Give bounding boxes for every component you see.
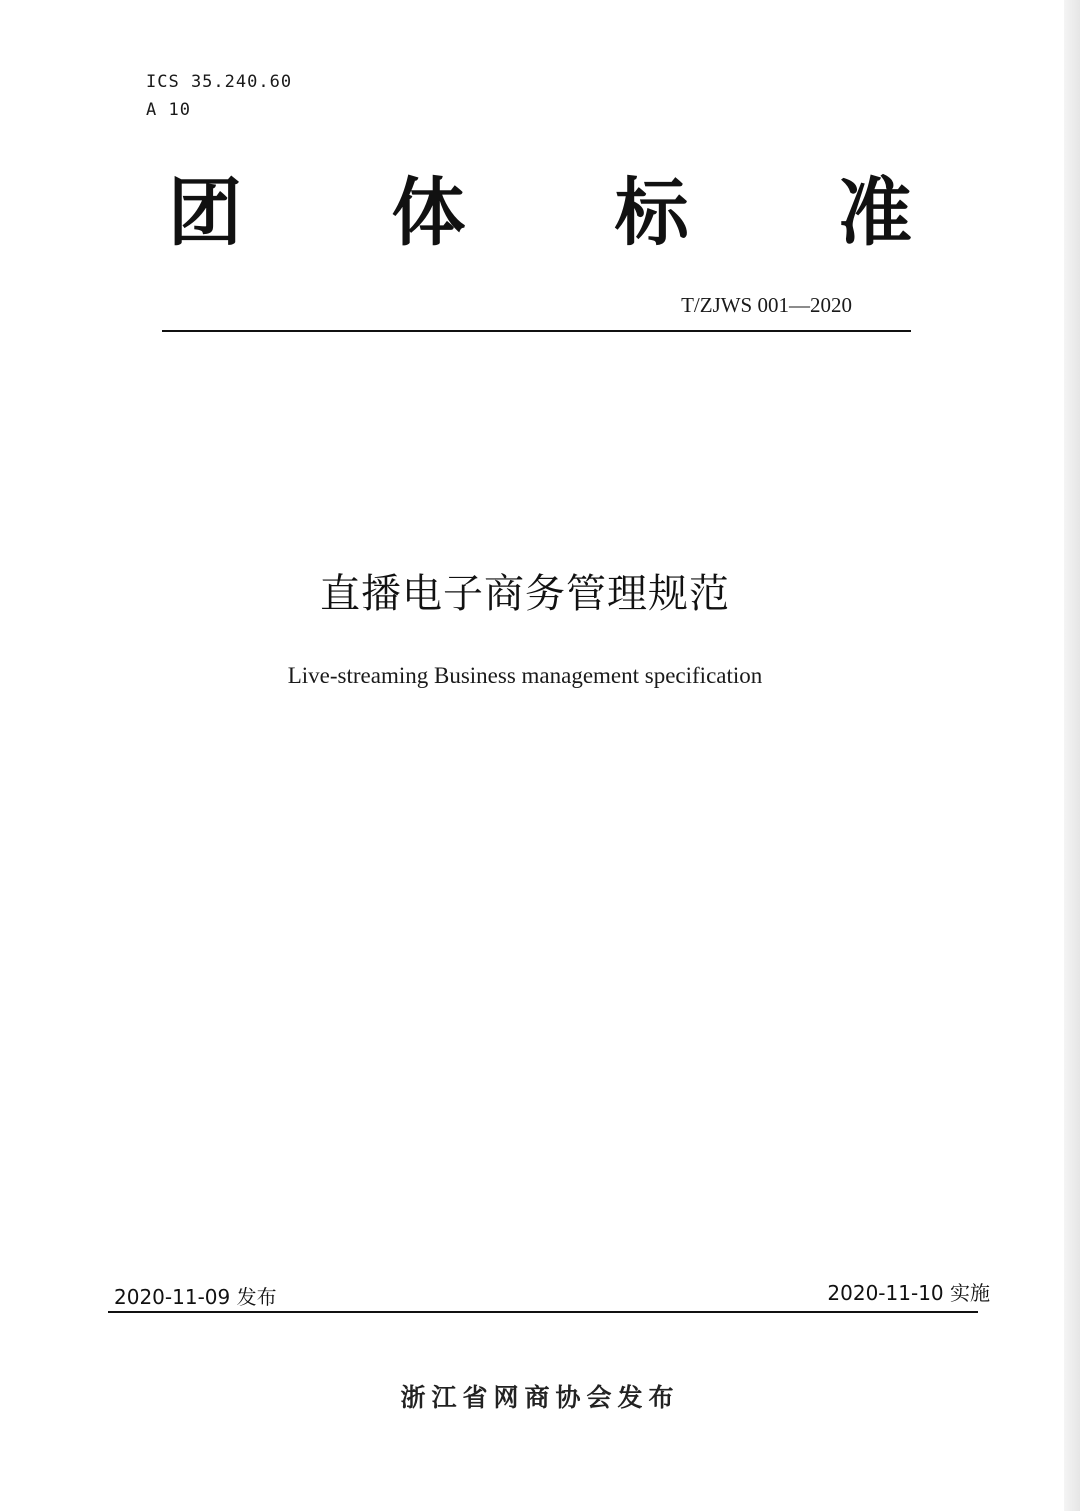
group-standard-heading	[160, 168, 920, 258]
classification-codes	[146, 68, 292, 124]
standard-number: T/ZJWS 001—2020	[681, 293, 852, 317]
heading-char-4: 准	[837, 170, 912, 256]
ccs-code: A 10	[146, 100, 191, 120]
implementation-date: 2020-11-10 实施	[827, 1281, 990, 1305]
publisher: 浙江省网商协会发布	[400, 1383, 680, 1412]
page-edge-shadow	[1064, 0, 1080, 1511]
heading-char-3: 标	[614, 170, 689, 256]
bottom-divider	[108, 1311, 978, 1313]
chinese-title: 直播电子商务管理规范	[320, 571, 730, 617]
top-divider	[162, 330, 911, 332]
issue-date: 2020-11-09 发布	[114, 1285, 277, 1309]
ics-code: ICS 35.240.60	[146, 72, 293, 92]
heading-char-2: 体	[391, 170, 466, 256]
english-title: Live-streaming Business management specification	[287, 663, 763, 688]
heading-char-1: 团	[168, 170, 242, 256]
